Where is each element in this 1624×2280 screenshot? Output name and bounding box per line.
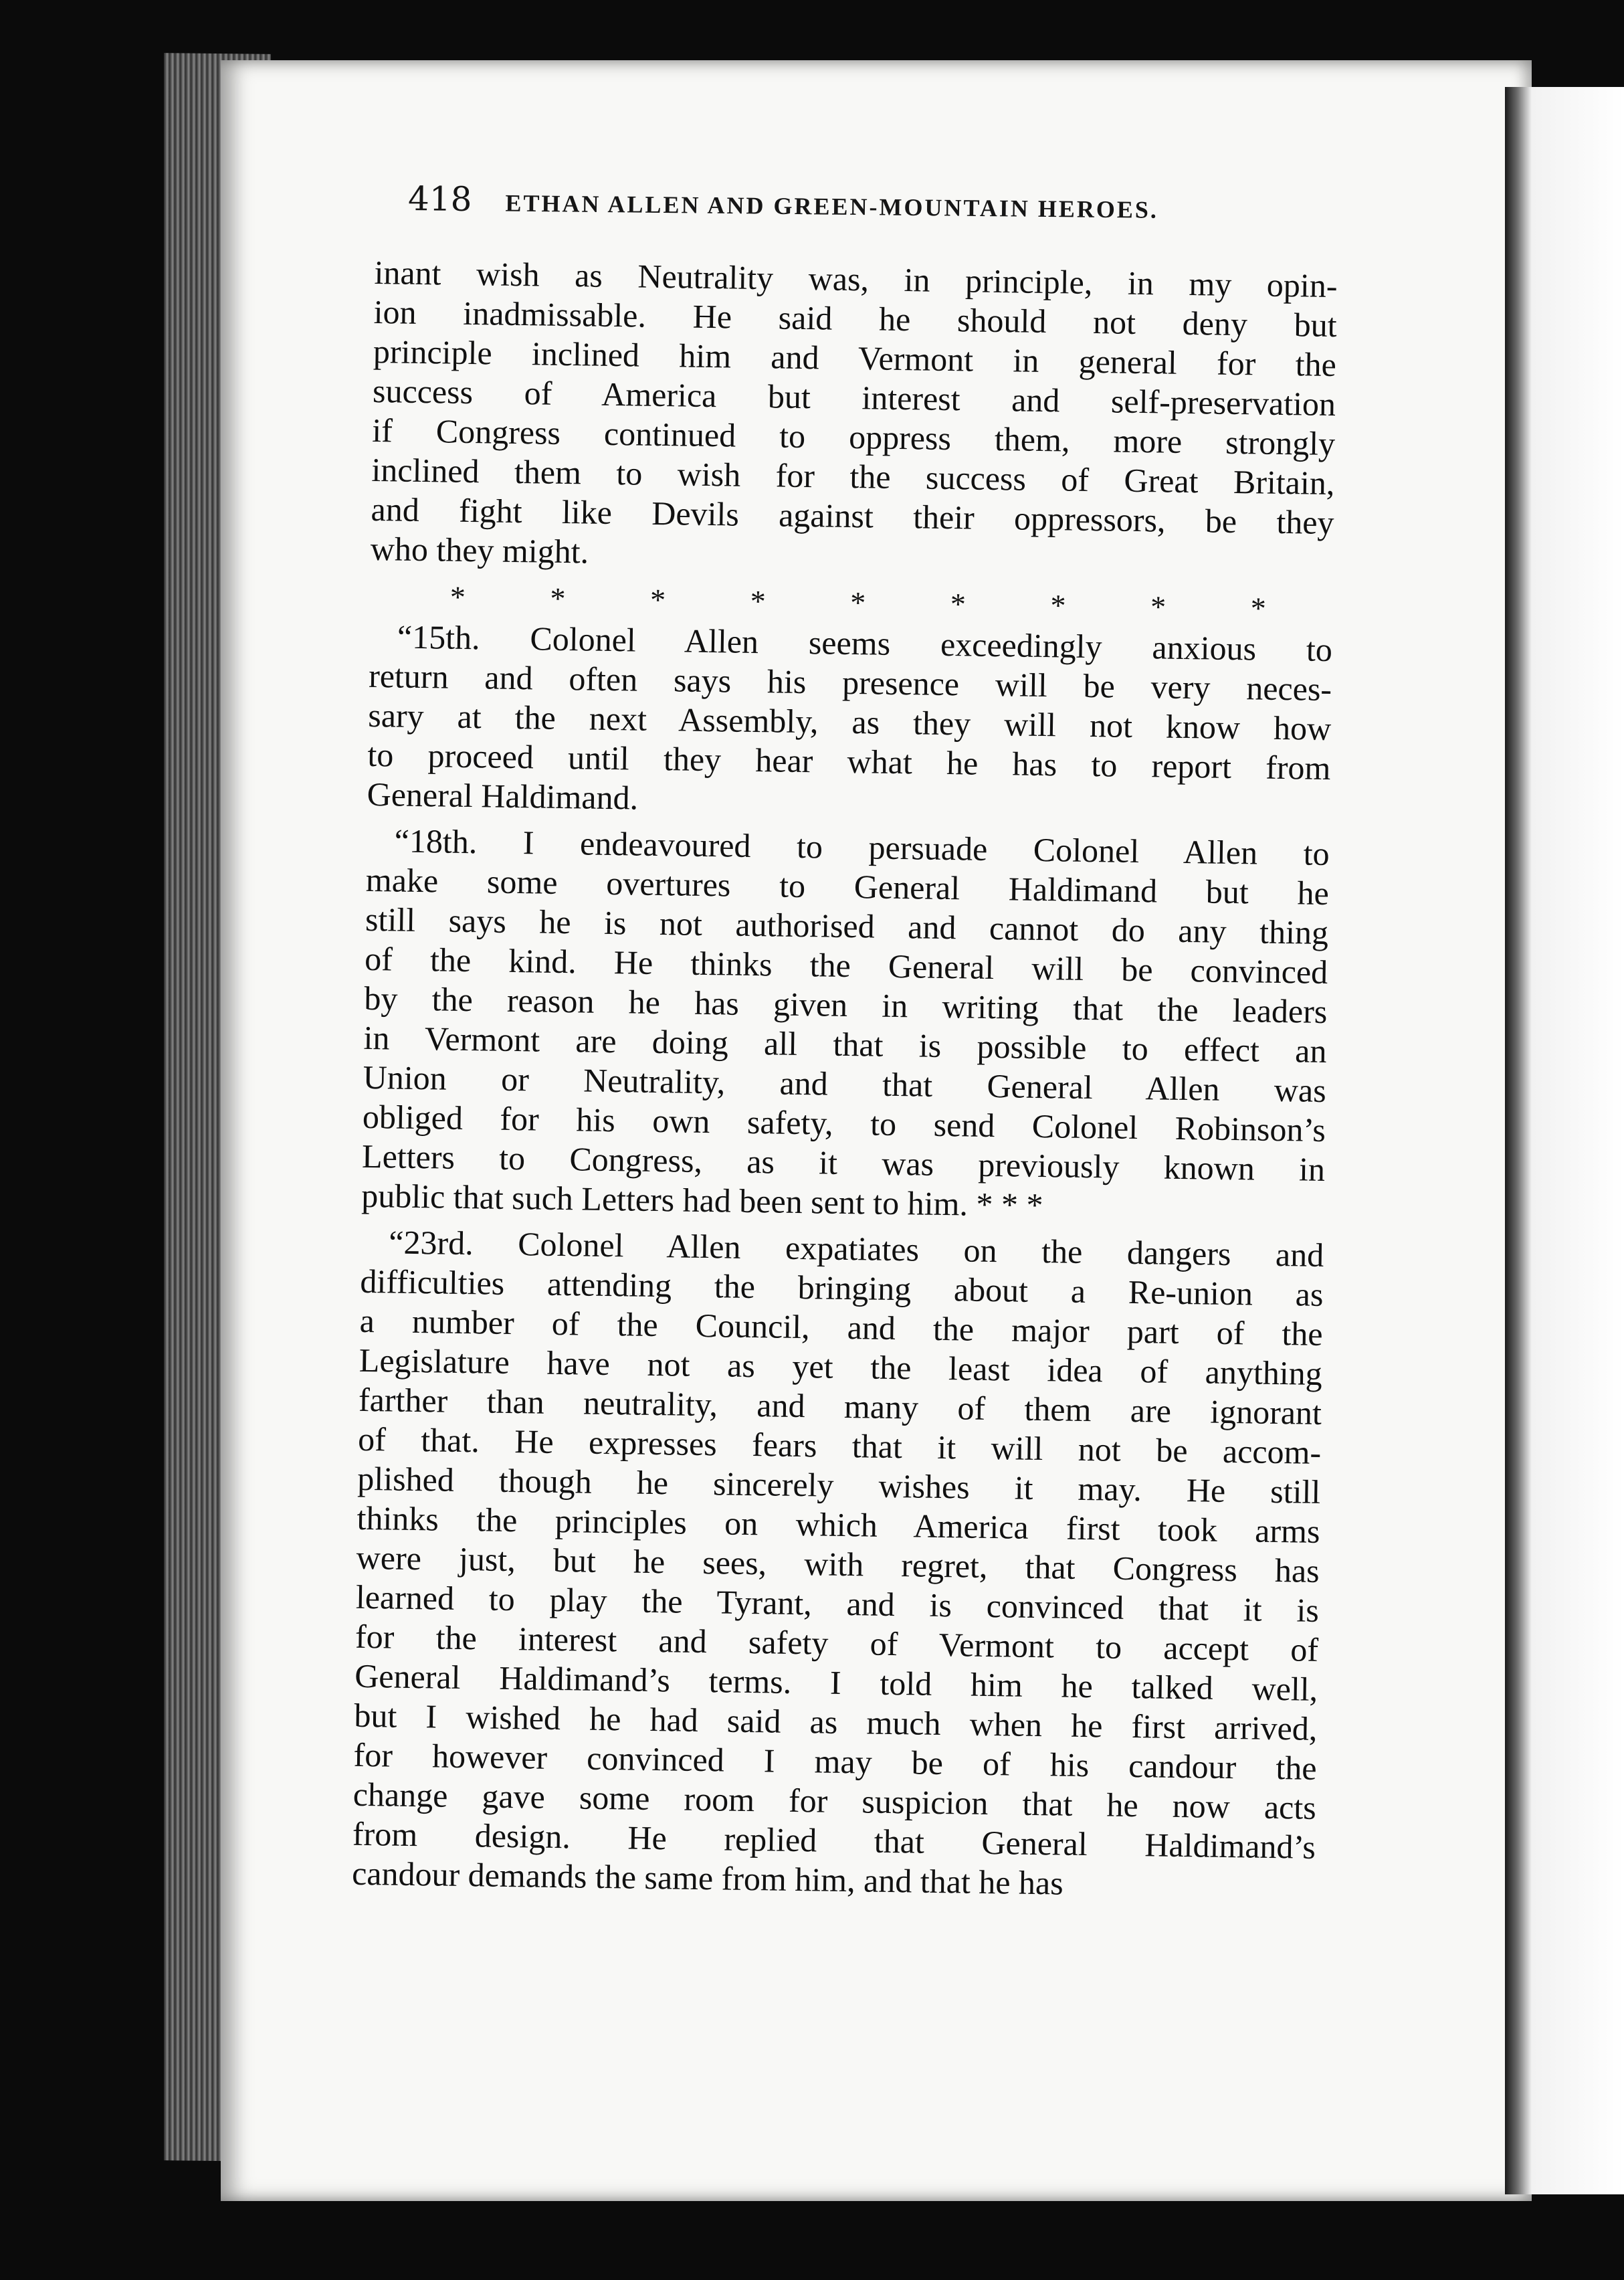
paragraph: [361, 821, 1330, 1229]
page-header: [408, 179, 1245, 242]
text-line: sary at the next Assembly, as they will not know how: [367, 696, 1332, 748]
text-line: principle inclined him and Vermont in general for the: [373, 332, 1337, 384]
star-mark: *: [750, 583, 767, 619]
text-line: in Vermont are doing all that is possible to effect an: [363, 1018, 1327, 1070]
star-mark: *: [1250, 591, 1267, 626]
text-line: General Haldimand’s terms. I told him he talked well,: [354, 1656, 1318, 1708]
text-line: of that. He expresses fears that it will not be accom-: [357, 1420, 1322, 1471]
running-head: ETHAN ALLEN AND GREEN-MOUNTAIN HEROES.: [505, 189, 1159, 223]
text-line: plished though he sincerely wishes it may. He still: [357, 1459, 1321, 1511]
text-line: candour demands the same from him, and that he has: [351, 1854, 1064, 1902]
text-line: obliged for his own safety, to send Colonel Robinson’s: [362, 1097, 1326, 1149]
text-line: success of America but interest and self-preservation: [372, 371, 1336, 423]
star-mark: *: [950, 587, 967, 622]
facing-page-edge: [1505, 87, 1624, 2194]
text-line: General Haldimand.: [367, 775, 639, 817]
star-mark: *: [1150, 589, 1166, 624]
text-line: “18th. I endeavoured to persuade Colonel Allen to: [394, 822, 1330, 873]
text-line: Legislature have not as yet the least idea of anything: [359, 1341, 1323, 1392]
text-line: to proceed until they hear what he has to report from: [367, 735, 1331, 787]
text-line: inclined them to wish for the success of Great Britain,: [371, 450, 1335, 502]
text-line: were just, but he sees, with regret, that Congress has: [356, 1538, 1320, 1590]
text-line: return and often says his presence will be very neces-: [368, 656, 1332, 708]
star-mark: *: [649, 582, 666, 618]
text-line: difficulties attending the bringing about a Re-union as: [360, 1262, 1324, 1313]
text-line: ion inadmissable. He said he should not deny but: [373, 292, 1338, 345]
text-line: a number of the Council, and the major part of the: [359, 1301, 1323, 1353]
text-line: who they might.: [370, 529, 589, 571]
text-line: “23rd. Colonel Allen expatiates on the dangers and: [388, 1223, 1324, 1274]
text-line: from design. He replied that General Haldimand’s: [352, 1814, 1316, 1866]
text-line: still says he is not authorised and cannot do any thing: [365, 900, 1329, 952]
text-line: make some overtures to General Haldimand but he: [365, 860, 1330, 913]
star-mark: *: [849, 585, 866, 620]
text-line: inant wish as Neutrality was, in principle, in my opin-: [374, 253, 1338, 305]
text-line: by the reason he has given in writing that the leaders: [364, 979, 1328, 1030]
text-line: if Congress continued to oppress them, more strongly: [371, 411, 1336, 463]
text-line: farther than neutrality, and many of them are ignorant: [358, 1380, 1322, 1432]
body-text: [352, 253, 1338, 1913]
paragraph: [370, 253, 1337, 582]
star-mark: *: [1050, 588, 1066, 623]
text-line: for however convinced I may be of his candour the: [353, 1735, 1317, 1787]
text-line: and fight like Devils against their oppressors, be they: [371, 490, 1334, 542]
text-line: thinks the principles on which America first took arms: [357, 1499, 1320, 1550]
text-line: for the interest and safety of Vermont to accept of: [354, 1617, 1319, 1669]
paragraph: [352, 1222, 1324, 1907]
text-line: of the kind. He thinks the General will be convinced: [364, 939, 1328, 991]
star-mark: *: [449, 579, 466, 614]
paragraph: [367, 617, 1332, 828]
star-mark: *: [550, 581, 566, 616]
text-line: but I wished he had said as much when he first arrived,: [354, 1696, 1318, 1747]
text-line: Letters to Congress, as it was previously known in: [361, 1137, 1326, 1188]
text-line: change gave some room for suspicion that he now acts: [352, 1775, 1317, 1826]
text-line: public that such Letters had been sent to him. * * *: [361, 1176, 1043, 1224]
text-line: “15th. Colonel Allen seems exceedingly anxious to: [397, 618, 1333, 669]
text-line: learned to play the Tyrant, and is convinced that it is: [355, 1578, 1320, 1629]
page-number: 418: [407, 179, 472, 219]
text-line: Union or Neutrality, and that General Allen was: [363, 1058, 1327, 1109]
